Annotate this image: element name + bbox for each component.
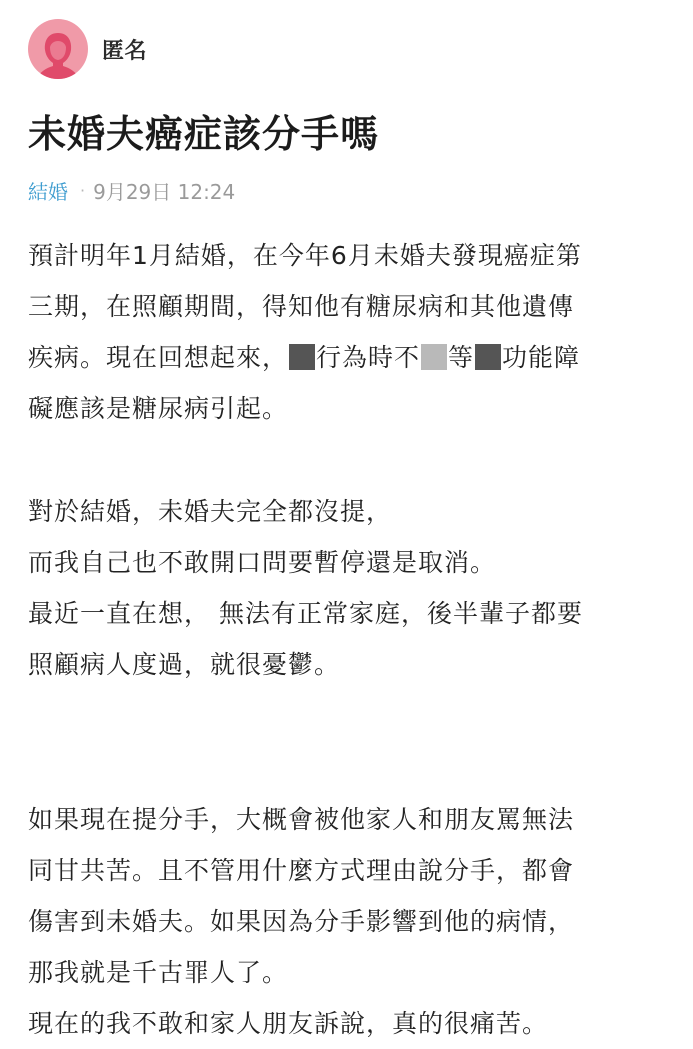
body-text: 疾病。現在回想起來， — [28, 343, 289, 372]
body-line: 三期，在照顧期間，得知他有糖尿病和其他遺傳 — [28, 292, 575, 321]
post-title: 未婚夫癌症該分手嗎 — [28, 112, 380, 156]
body-line: 傷害到未婚夫。如果因為分手影響到他的病情， — [28, 907, 575, 936]
post-date: 9月29日 12:24 — [93, 180, 236, 204]
body-line: 最近一直在想， 無法有正常家庭，後半輩子都要 — [28, 599, 583, 628]
post-header — [28, 17, 147, 81]
meta-separator: · — [80, 181, 86, 200]
paragraph-gap — [28, 690, 668, 794]
body-line: 那我就是千古罪人了。 — [28, 958, 289, 987]
category-link[interactable]: 結婚 — [28, 180, 68, 204]
body-line: 礙應該是糖尿病引起。 — [28, 394, 289, 423]
body-line: 對於結婚，未婚夫完全都沒提， — [28, 497, 393, 526]
body-line: 如果現在提分手，大概會被他家人和朋友罵無法 — [28, 805, 575, 834]
body-text: 功能障 — [502, 343, 581, 372]
body-line-censored — [28, 332, 668, 383]
body-line: 同甘共苦。且不管用什麼方式理由說分手，都會 — [28, 856, 575, 885]
body-text: 行為時不 — [316, 343, 421, 372]
censor-block — [475, 344, 501, 370]
censor-block — [421, 344, 447, 370]
censor-block — [289, 344, 315, 370]
body-line: 現在的我不敢和家人朋友訴說，真的很痛苦。 — [28, 1009, 549, 1038]
body-line: 預計明年1月結婚，在今年6月未婚夫發現癌症第 — [28, 241, 582, 270]
body-text: 等 — [448, 343, 475, 372]
anonymous-user-icon — [28, 19, 88, 79]
author-name[interactable]: 匿名 — [102, 38, 148, 64]
paragraph-gap — [28, 434, 668, 486]
post-meta — [28, 176, 235, 205]
avatar[interactable] — [28, 19, 88, 79]
body-line: 照顧病人度過，就很憂鬱。 — [28, 650, 341, 679]
post-body — [28, 230, 668, 1049]
body-line: 而我自己也不敢開口問要暫停還是取消。 — [28, 548, 497, 577]
